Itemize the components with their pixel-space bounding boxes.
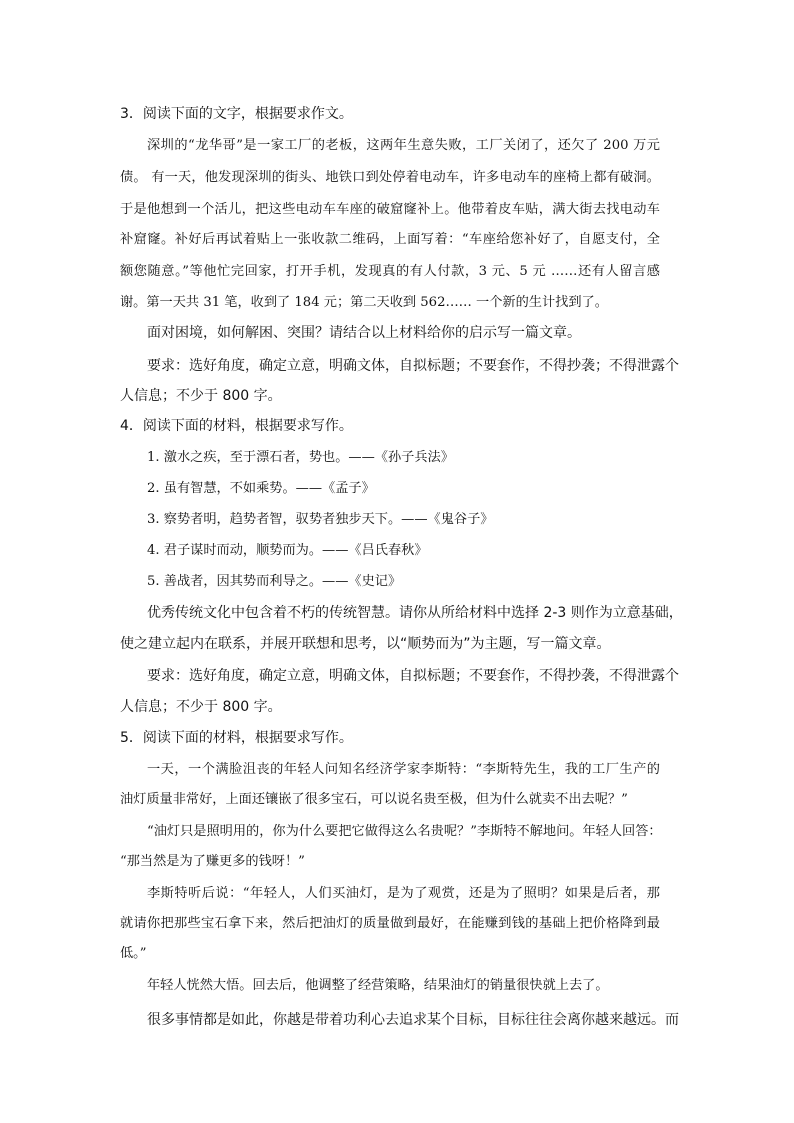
q5-material-line: 一天，一个满脸沮丧的年轻人问知名经济学家李斯特：“李斯特先生，我的工厂生产的 — [147, 762, 660, 777]
q5-material-line: 年轻人恍然大悟。回去后，他调整了经营策略，结果油灯的销量很快就上去了。 — [147, 978, 609, 993]
question-3-title: 3．阅读下面的文字，根据要求作文。 — [120, 106, 353, 122]
q4-quote: 3. 察势者明，趋势者智，驭势者独步天下。——《鬼谷子》 — [147, 512, 494, 527]
q3-requirement: 要求：选好角度，确定立意，明确文体，自拟标题；不要套作，不得抄袭；不得泄露个 — [147, 358, 679, 374]
q4-quote: 5. 善战者，因其势而利导之。——《史记》 — [147, 574, 402, 589]
question-5-title: 5．阅读下面的材料，根据要求写作。 — [120, 730, 353, 746]
q4-quote: 2. 虽有智慧，不如乘势。——《孟子》 — [147, 481, 375, 496]
q4-quote: 4. 君子谋时而动，顺势而为。——《吕氏春秋》 — [147, 543, 428, 558]
q5-material-line: 低。” — [120, 946, 147, 961]
q3-material-line: 深圳的“龙华哥”是一家工厂的老板，这两年生意失败，工厂关闭了，还欠了 200 万元 — [147, 138, 660, 153]
q5-material-line: 油灯质量非常好，上面还镶嵌了很多宝石，可以说名贵至极，但为什么就卖不出去呢？” — [120, 792, 628, 807]
q3-material-line: 债。 有一天，他发现深圳的街头、地铁口到处停着电动车，许多电动车的座椅上都有破洞。 — [120, 170, 660, 185]
q4-prompt: 优秀传统文化中包含着不朽的传统智慧。请你从所给材料中选择 2-3 则作为立意基础， — [147, 605, 683, 621]
question-4-title: 4．阅读下面的材料，根据要求写作。 — [120, 418, 353, 434]
q4-quote: 1. 激水之疾，至于漂石者，势也。——《孙子兵法》 — [147, 450, 454, 465]
q5-material-line: “那当然是为了赚更多的钱呀！” — [120, 854, 305, 869]
q5-material-line: 李斯特听后说：“年轻人，人们买油灯，是为了观赏，还是为了照明？如果是后者，那 — [147, 886, 660, 901]
q4-requirement: 要求：选好角度，确定立意，明确文体，自拟标题；不要套作，不得抄袭，不得泄露个 — [147, 668, 679, 684]
q3-material-line: 谢。第一天共 31 笔，收到了 184 元；第二天收到 562…… 一个新的生计找到了。 — [120, 295, 608, 310]
q5-material-line: 就请你把那些宝石拿下来，然后把油灯的质量做到最好，在能赚到钱的基础上把价格降到最 — [120, 916, 660, 931]
q3-prompt: 面对困境，如何解困、突围？请结合以上材料给你的启示写一篇文章。 — [147, 325, 581, 341]
q3-material-line: 补窟窿。补好后再试着贴上一张收款二维码，上面写着：“车座给您补好了，自愿支付，全 — [120, 232, 660, 247]
q5-material-line: “油灯只是照明用的，你为什么要把它做得这么名贵呢？”李斯特不解地问。年轻人回答： — [147, 824, 662, 839]
q4-requirement: 人信息；不少于 800 字。 — [120, 699, 282, 715]
q5-prompt: 很多事情都是如此，你越是带着功利心去追求某个目标，目标往往会离你越来越远。而 — [147, 1012, 679, 1028]
q3-requirement: 人信息；不少于 800 字。 — [120, 388, 282, 404]
q3-material-line: 于是他想到一个活儿，把这些电动车车座的破窟窿补上。他带着皮车贴，满大街去找电动车 — [120, 202, 660, 217]
q3-material-line: 额您随意。”等他忙完回家，打开手机，发现真的有人付款，3 元、5 元 ……还有人留言感 — [120, 264, 660, 279]
q4-prompt: 使之建立起内在联系，并展开联想和思考，以“顺势而为”为主题，写一篇文章。 — [120, 636, 611, 652]
